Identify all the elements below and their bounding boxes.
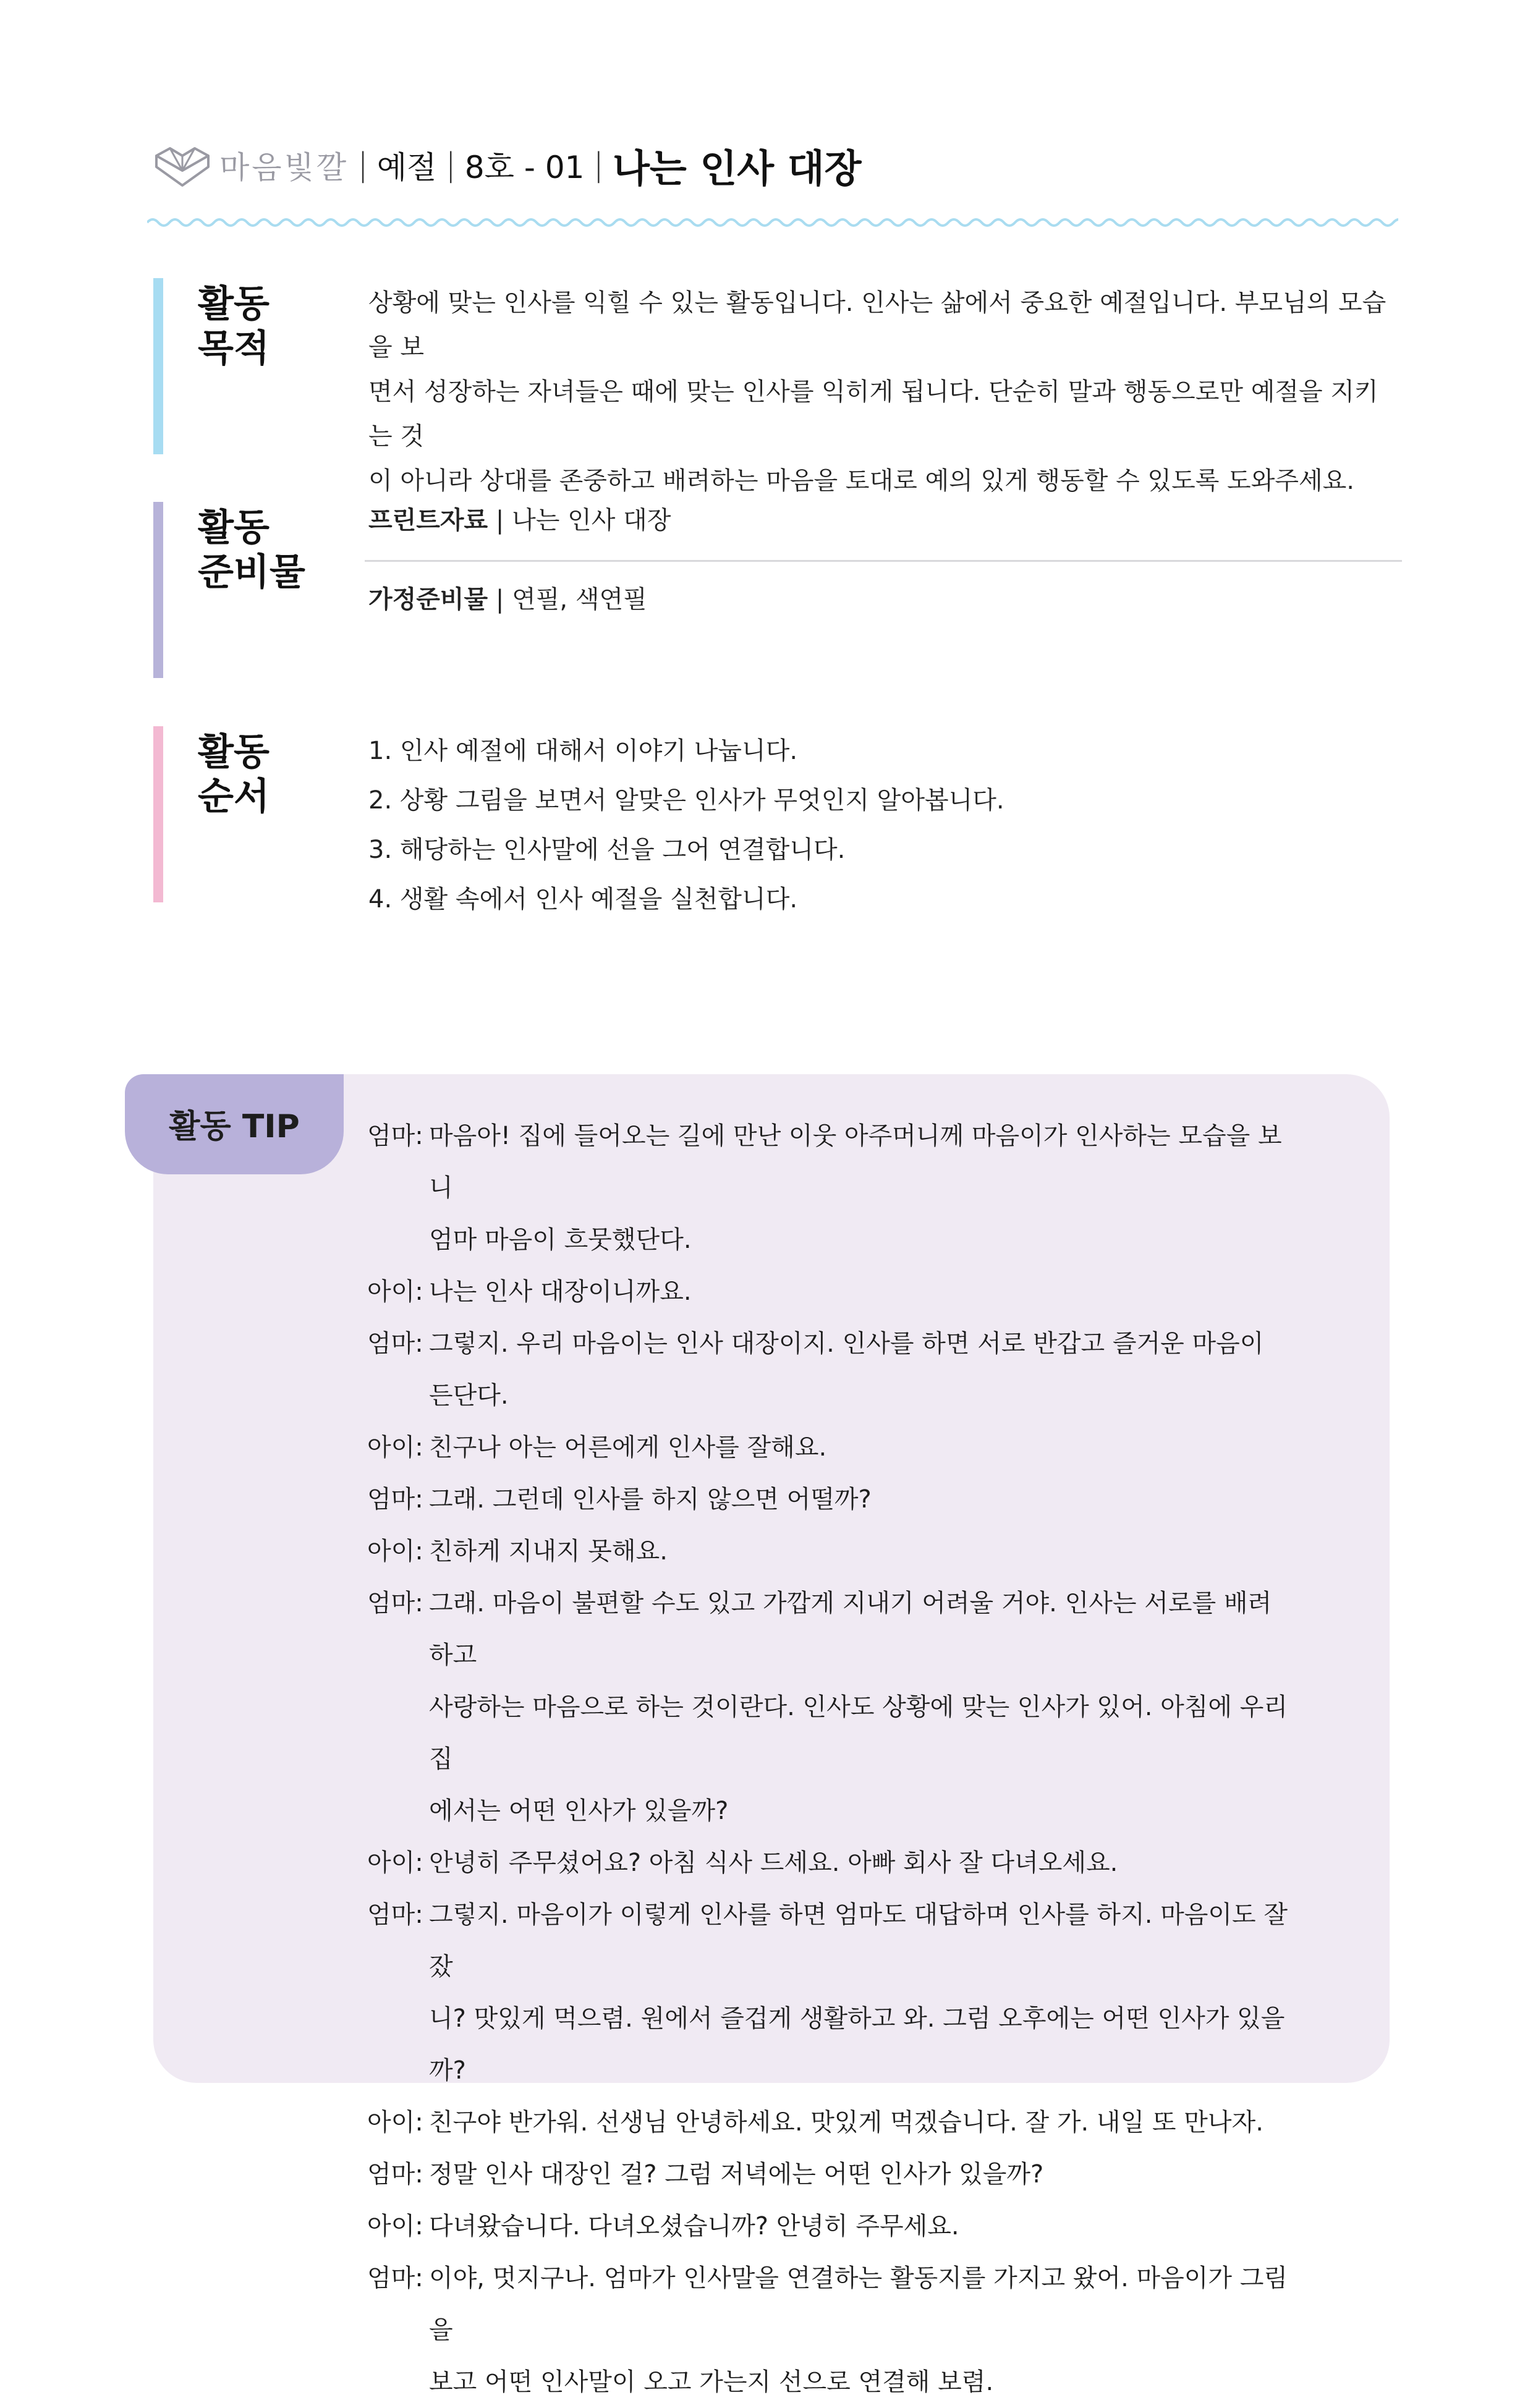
- print-material-key: 프린트자료: [368, 506, 488, 535]
- dialogue-speaker: 아이:: [367, 1433, 423, 1462]
- dialogue-speaker: [367, 1785, 429, 1837]
- dialogue-line: [367, 1837, 1294, 1889]
- purpose-label: [198, 282, 270, 371]
- purpose-label-line: 활동: [198, 282, 270, 326]
- dialogue-line: [367, 1785, 1294, 1837]
- dialogue-text: 친하게 지내지 못해요.: [429, 1537, 668, 1566]
- dialogue-text: 그렇지. 마음이가 이렇게 인사를 하면 엄마도 대답하며 인사를 하지. 마음이도 잘 잤: [429, 1901, 1288, 1981]
- dialogue-line: [367, 1214, 1294, 1266]
- dialogue-speaker: 엄마:: [367, 1485, 423, 1514]
- dialogue-speaker: 엄마:: [367, 2264, 423, 2292]
- purpose-line: 면서 성장하는 자녀들은 때에 맞는 인사를 익히게 됩니다. 단순히 말과 행동으로만 예절을 지키는 것: [368, 378, 1378, 451]
- dialogue-text: 엄마 마음이 흐뭇했단다.: [429, 1226, 692, 1254]
- purpose-text: [368, 281, 1402, 503]
- header-separator: |: [445, 146, 456, 184]
- dialogue-speaker: [367, 1214, 429, 1266]
- dialogue-text: 다녀왔습니다. 다녀오셨습니까? 안녕히 주무세요.: [429, 2212, 959, 2241]
- step-item: 4. 생활 속에서 인사 예절을 실천합니다.: [368, 885, 798, 914]
- dialogue-speaker: 엄마:: [367, 1329, 423, 1358]
- materials-label-line: 활동: [198, 506, 270, 549]
- dialogue-line: [367, 1889, 1294, 1993]
- dialogue-line: [367, 1110, 1294, 1214]
- steps-label: [198, 730, 270, 819]
- dialogue-speaker: [367, 1993, 429, 2096]
- header-code: 8호 - 01: [464, 150, 585, 185]
- dialogue-line: [367, 1525, 1294, 1577]
- document-header: [151, 137, 1400, 193]
- dialogue-line: [367, 1681, 1294, 1785]
- wave-divider: [147, 215, 1398, 230]
- brand-logo: [151, 137, 349, 193]
- dialogue-line: [367, 2200, 1294, 2252]
- dialogue-text: 그렇지. 우리 마음이는 인사 대장이지. 인사를 하면 서로 반갑고 즐거운 마음이 든단다.: [429, 1329, 1264, 1410]
- dialogue-line: [367, 2148, 1294, 2200]
- dialogue-text: 그래. 마음이 불편할 수도 있고 가깝게 지내기 어려울 거야. 인사는 서로를 배려하고: [429, 1589, 1272, 1669]
- steps-list: [368, 726, 1402, 924]
- dialogue-text: 이야, 멋지구나. 엄마가 인사말을 연결하는 활동지를 가지고 왔어. 마음이가 그림을: [429, 2264, 1288, 2344]
- dialogue-line: [367, 2252, 1294, 2356]
- dialogue-text: 친구야 반가워. 선생님 안녕하세요. 맛있게 먹겠습니다. 잘 가. 내일 또 만나자.: [429, 2108, 1263, 2137]
- dialogue-line: [367, 1993, 1294, 2096]
- dialogue-speaker: 아이:: [367, 1278, 423, 1306]
- home-material-value: | 연필, 색연필: [495, 585, 647, 614]
- dialogue-speaker: 아이:: [367, 1537, 423, 1566]
- print-material-value: | 나는 인사 대장: [495, 506, 671, 535]
- header-separator: |: [357, 146, 368, 184]
- dialogue-text: 마음아! 집에 들어오는 길에 만난 이웃 아주머니께 마음이가 인사하는 모습을 보니: [429, 1122, 1282, 1202]
- steps-label-line: 활동: [198, 731, 270, 774]
- dialogue-speaker: 엄마:: [367, 1589, 423, 1617]
- heart-box-icon: [151, 142, 213, 188]
- dialogue-line: [367, 2096, 1294, 2148]
- purpose-accent-bar: [153, 278, 163, 454]
- purpose-section: [153, 278, 1402, 495]
- dialogue-line: [367, 1473, 1294, 1525]
- dialogue-speaker: [367, 2356, 429, 2408]
- tip-dialogue: [367, 1110, 1294, 2408]
- dialogue-line: [367, 2356, 1294, 2408]
- materials-divider: [365, 560, 1402, 562]
- step-item: 2. 상황 그림을 보면서 알맞은 인사가 무엇인지 알아봅니다.: [368, 786, 1004, 815]
- tip-label: 활동 TIP: [169, 1108, 300, 1145]
- steps-body: [368, 726, 1402, 924]
- dialogue-line: [367, 1577, 1294, 1681]
- materials-label-line: 준비물: [198, 551, 305, 594]
- dialogue-text: 나는 인사 대장이니까요.: [429, 1278, 692, 1306]
- tip-tab: [125, 1074, 344, 1174]
- purpose-line: 상황에 맞는 인사를 익힐 수 있는 활동입니다. 인사는 삶에서 중요한 예절입니다. 부모님의 모습을 보: [368, 289, 1386, 362]
- steps-label-line: 순서: [198, 775, 270, 818]
- steps-accent-bar: [153, 726, 163, 902]
- materials-label: [198, 506, 305, 595]
- header-category: 예절: [376, 150, 437, 185]
- materials-accent-bar: [153, 502, 163, 678]
- dialogue-speaker: 아이:: [367, 1849, 423, 1877]
- dialogue-line: [367, 1266, 1294, 1318]
- dialogue-speaker: 엄마:: [367, 1122, 423, 1150]
- step-item: 1. 인사 예절에 대해서 이야기 나눕니다.: [368, 737, 798, 765]
- dialogue-speaker: 엄마:: [367, 1901, 423, 1929]
- step-item: 3. 해당하는 인사말에 선을 그어 연결합니다.: [368, 836, 846, 864]
- steps-section: [153, 726, 1402, 914]
- dialogue-text: 안녕히 주무셨어요? 아침 식사 드세요. 아빠 회사 잘 다녀오세요.: [429, 1849, 1118, 1877]
- dialogue-text: 친구나 아는 어른에게 인사를 잘해요.: [429, 1433, 827, 1462]
- dialogue-text: 정말 인사 대장인 걸? 그럼 저녁에는 어떤 인사가 있을까?: [429, 2160, 1044, 2189]
- dialogue-text: 니? 맛있게 먹으렴. 원에서 즐겁게 생활하고 와. 그럼 오후에는 어떤 인사가 있을까?: [429, 2004, 1285, 2085]
- dialogue-speaker: 아이:: [367, 2108, 423, 2137]
- page-title: 나는 인사 대장: [612, 145, 862, 191]
- dialogue-text: 사랑하는 마음으로 하는 것이란다. 인사도 상황에 맞는 인사가 있어. 아침에 우리 집: [429, 1693, 1288, 1773]
- dialogue-line: [367, 1318, 1294, 1422]
- dialogue-text: 에서는 어떤 인사가 있을까?: [429, 1797, 729, 1825]
- home-material-row: [368, 581, 1402, 618]
- dialogue-text: 보고 어떤 인사말이 오고 가는지 선으로 연결해 보렴.: [429, 2368, 994, 2396]
- dialogue-speaker: 아이:: [367, 2212, 423, 2241]
- dialogue-text: 그래. 그런데 인사를 하지 않으면 어떨까?: [429, 1485, 872, 1514]
- dialogue-speaker: [367, 1681, 429, 1785]
- purpose-label-line: 목적: [198, 327, 270, 370]
- materials-section: [153, 502, 1402, 678]
- home-material-key: 가정준비물: [368, 585, 488, 614]
- purpose-line: 이 아니라 상대를 존중하고 배려하는 마음을 토대로 예의 있게 행동할 수 있도록 도와주세요.: [368, 467, 1354, 495]
- dialogue-speaker: 엄마:: [367, 2160, 423, 2189]
- logo-text: 마음빛깔: [219, 150, 349, 185]
- header-separator: |: [593, 146, 604, 184]
- print-material-row: [368, 502, 1402, 539]
- dialogue-line: [367, 1422, 1294, 1473]
